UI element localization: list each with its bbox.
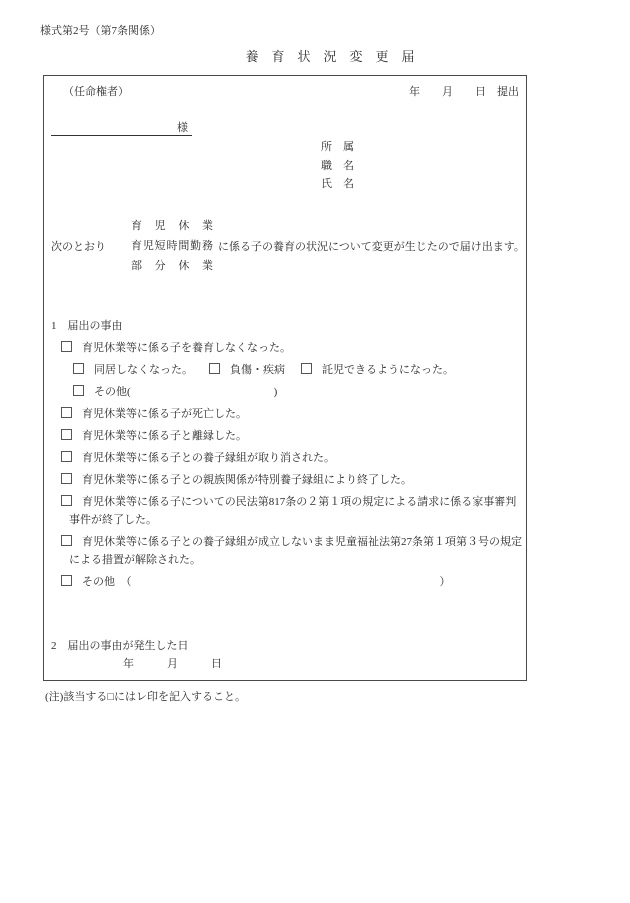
form-box bbox=[43, 75, 527, 681]
addressee-blank-field[interactable] bbox=[51, 118, 177, 135]
reason-row bbox=[61, 533, 524, 569]
reason-row bbox=[61, 471, 524, 489]
reason-item bbox=[73, 364, 193, 376]
checkbox-label: 育児休業等に係る子との養子縁組が取り消された。 bbox=[82, 452, 335, 464]
reason-item bbox=[61, 474, 412, 486]
reason-item bbox=[61, 496, 516, 526]
reason-list bbox=[61, 339, 524, 595]
checkbox[interactable] bbox=[61, 495, 72, 506]
declaration-block bbox=[51, 216, 525, 276]
declaration-lead: 次のとおり bbox=[51, 241, 106, 253]
reason-item bbox=[61, 576, 451, 588]
checkbox[interactable] bbox=[61, 407, 72, 418]
reason-item bbox=[61, 430, 247, 442]
checkbox[interactable] bbox=[73, 363, 84, 374]
reason-row bbox=[61, 339, 524, 357]
checkbox[interactable] bbox=[61, 575, 72, 586]
leave-type-childcare-leave: 育児休業 bbox=[131, 220, 213, 232]
checkbox-label: 育児休業等に係る子との親族関係が特別養子縁組により終了した。 bbox=[82, 474, 412, 486]
reason-row bbox=[61, 449, 524, 467]
section1-heading: 1 届出の事由 bbox=[51, 320, 123, 332]
checkbox[interactable] bbox=[61, 451, 72, 462]
declaration-statement: に係る子の養育の状況について変更が生じたので届け出ます。 bbox=[218, 241, 525, 253]
job-title-label: 職 名 bbox=[321, 159, 354, 172]
checkbox-label: その他( ) bbox=[94, 386, 278, 398]
leave-type-shortened-hours: 育児短時間勤務 bbox=[131, 240, 213, 252]
reason-row bbox=[73, 383, 524, 401]
checkbox-label: 負傷・疾病 bbox=[230, 364, 285, 376]
reason-item bbox=[73, 386, 277, 398]
section2-date-line[interactable]: 年 月 日 bbox=[123, 658, 222, 670]
checkbox-label: 育児休業等に係る子との養子縁組が成立しないまま児童福祉法第27条第１項第３号の規定による措置が解除された。 bbox=[69, 536, 522, 566]
checkbox[interactable] bbox=[61, 341, 72, 352]
checkbox-label: 託児できるようになった。 bbox=[322, 364, 454, 376]
reason-item bbox=[61, 342, 291, 354]
box-header bbox=[44, 86, 526, 99]
addressee-line bbox=[51, 118, 192, 136]
checkbox[interactable] bbox=[61, 535, 72, 546]
checkbox[interactable] bbox=[301, 363, 312, 374]
reason-row bbox=[61, 493, 524, 529]
reason-item bbox=[301, 364, 454, 376]
checkbox-label: 育児休業等に係る子を養育しなくなった。 bbox=[82, 342, 291, 354]
reason-row bbox=[61, 573, 524, 591]
checkbox[interactable] bbox=[209, 363, 220, 374]
form-number: 様式第2号（第7条関係） bbox=[40, 25, 161, 37]
leave-type-partial-leave: 部分休業 bbox=[131, 260, 213, 272]
section2-heading: 2 届出の事由が発生した日 bbox=[51, 640, 189, 652]
document-title: 養 育 状 況 変 更 届 bbox=[245, 49, 415, 64]
reason-item bbox=[209, 364, 285, 376]
reason-item bbox=[61, 536, 522, 566]
reason-row bbox=[73, 361, 524, 379]
name-label: 氏 名 bbox=[321, 178, 354, 190]
leave-type-list bbox=[131, 216, 213, 276]
reason-row bbox=[61, 405, 524, 423]
checkbox[interactable] bbox=[73, 385, 84, 396]
reason-row bbox=[61, 427, 524, 445]
addressee-honorific: 様 bbox=[177, 122, 188, 134]
checkbox[interactable] bbox=[61, 473, 72, 484]
reason-item bbox=[61, 408, 247, 420]
affiliation-label: 所 属 bbox=[321, 141, 354, 153]
checkbox-label: 育児休業等に係る子が死亡した。 bbox=[82, 408, 247, 420]
appointing-authority-label: （任命権者） bbox=[63, 86, 129, 98]
submission-date-line[interactable]: 年 月 日 提出 bbox=[409, 86, 519, 98]
checkbox-label: 同居しなくなった。 bbox=[94, 364, 193, 376]
identity-block bbox=[321, 138, 354, 194]
checkbox-label: 育児休業等に係る子と離縁した。 bbox=[82, 430, 247, 442]
reason-item bbox=[61, 452, 335, 464]
checkbox-label: その他 （ ） bbox=[82, 576, 451, 588]
checkbox[interactable] bbox=[61, 429, 72, 440]
checkbox-label: 育児休業等に係る子についての民法第817条の２第１項の規定による請求に係る家事審判事件が終了した。 bbox=[69, 496, 517, 526]
footnote: (注)該当する□にはレ印を記入すること。 bbox=[45, 691, 246, 703]
